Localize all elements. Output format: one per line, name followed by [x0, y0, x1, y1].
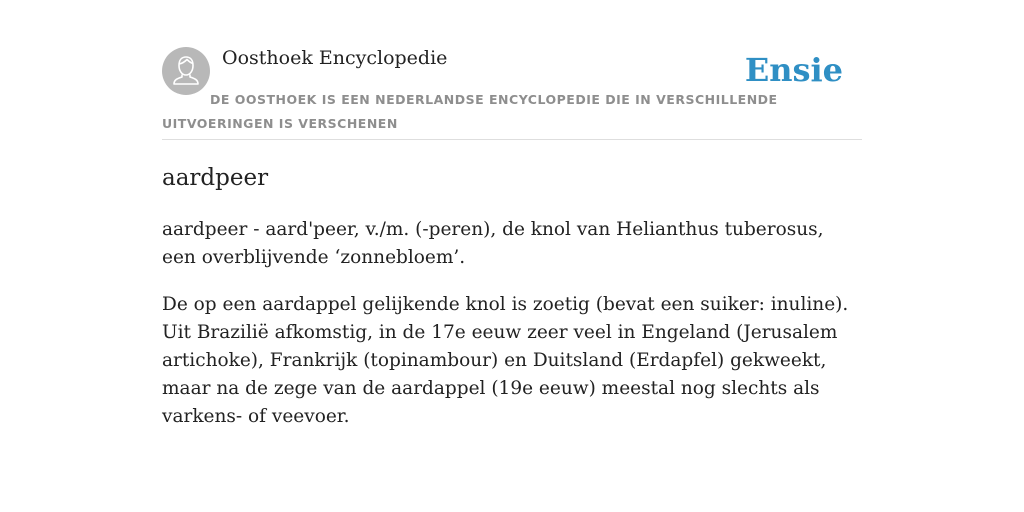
article-body: [162, 216, 862, 450]
article-paragraph: aardpeer - aard'peer, v./m. (-peren), de knol van Helianthus tuberosus, een overblijvende ‘zonnebloem’.: [162, 219, 824, 268]
source-header: [162, 46, 862, 140]
source-description: DE OOSTHOEK IS EEN NEDERLANDSE ENCYCLOPEDIE DIE IN VERSCHILLENDE UITVOERINGEN IS VERSCHENEN: [162, 92, 778, 131]
article-paragraph: De op een aardappel gelijkende knol is zoetig (bevat een suiker: inuline). Uit Brazilië afkomstig, in de 17e eeuw zeer veel in Engeland (Jerusalem artichoke), Frankrijk (topinambour) en Duitsland (Erdapfel) gekweekt, maar na de zege van de aardappel (19e eeuw) meestal nog slechts als varkens- of veevoer.: [162, 294, 849, 427]
ensie-logo[interactable]: Ensie: [744, 51, 843, 89]
source-name[interactable]: Oosthoek Encyclopedie: [222, 47, 448, 69]
article-title: aardpeer: [162, 165, 269, 191]
